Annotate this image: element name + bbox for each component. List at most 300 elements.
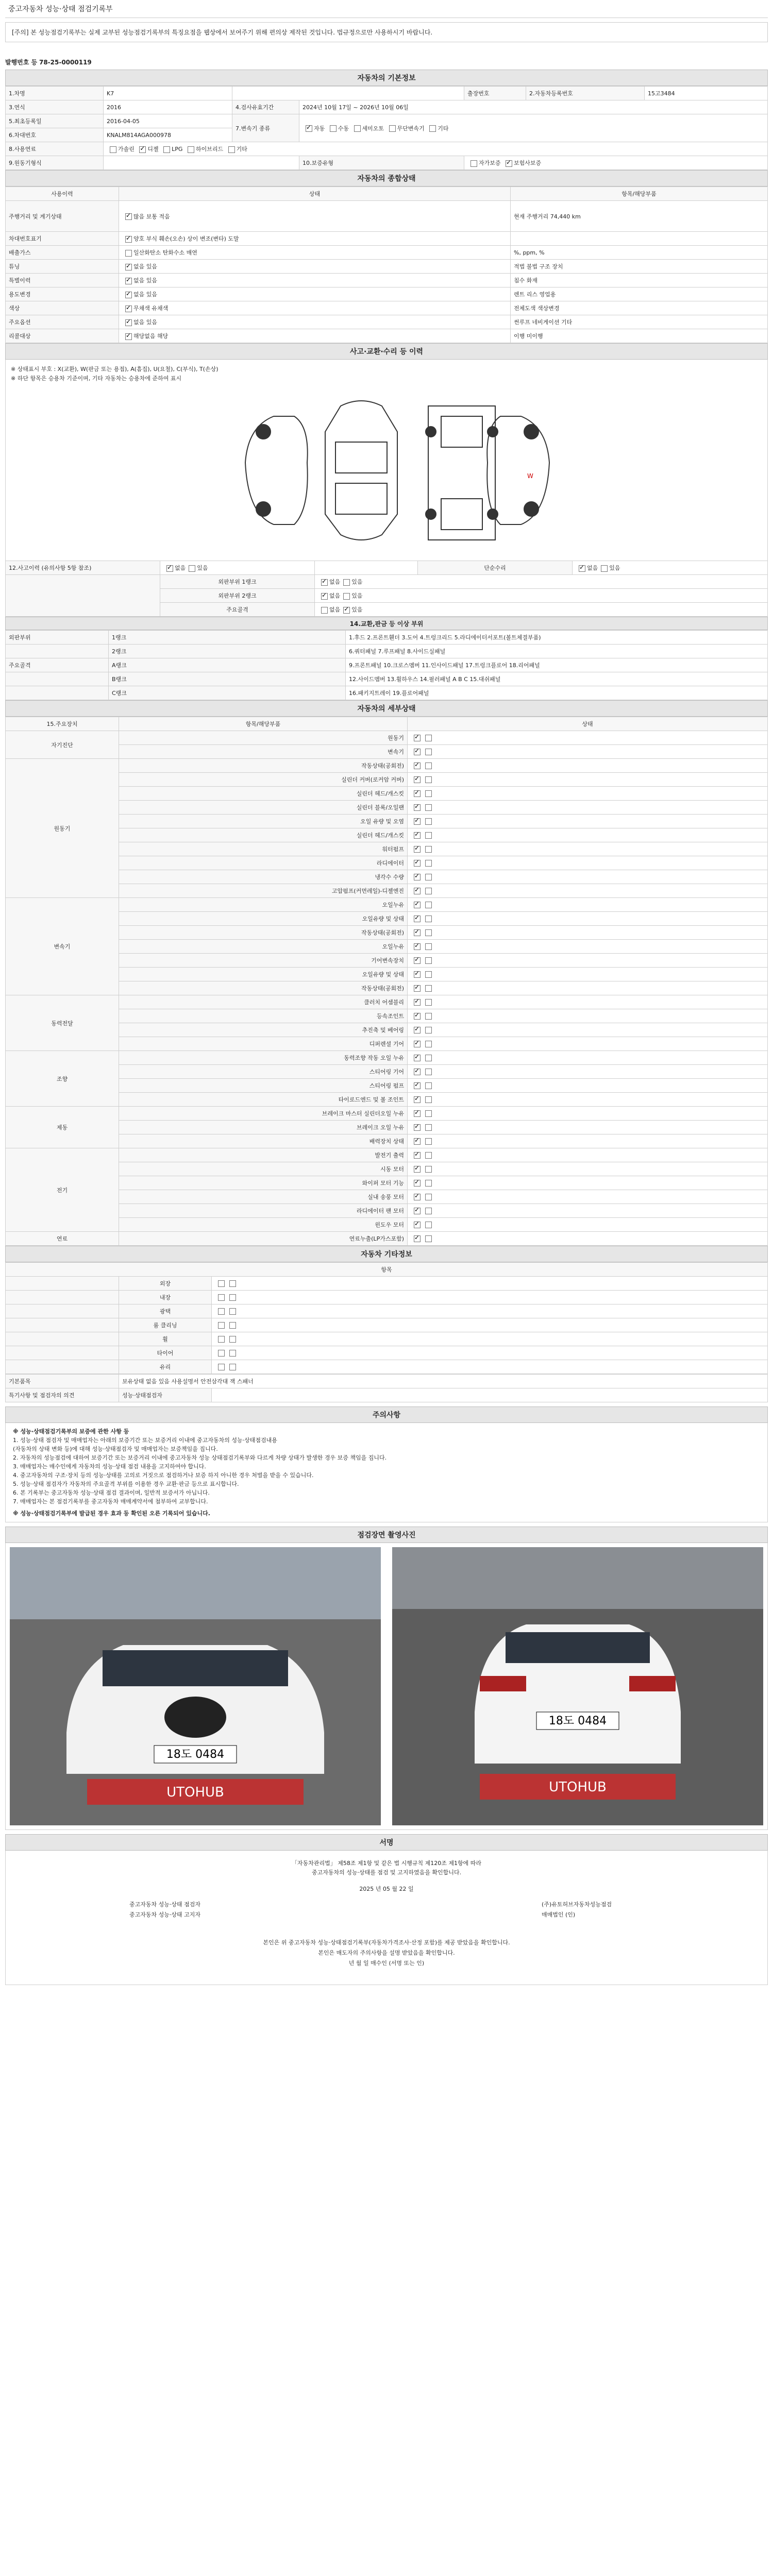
general-item: 렌트 리스 영업용 <box>511 287 768 301</box>
general-label: 차대번호표기 <box>6 232 119 246</box>
checkbox[interactable] <box>414 957 421 964</box>
accident-options: ✓ 없음 있음 <box>160 561 315 575</box>
panel-group <box>6 672 109 686</box>
checkbox[interactable] <box>425 1096 432 1103</box>
checkbox[interactable] <box>414 762 421 769</box>
detail-item-label: 등속조인트 <box>119 1009 408 1023</box>
panel-rank: B랭크 <box>109 672 346 686</box>
basic-label: 8.사용연료 <box>6 142 104 156</box>
detail-item-label: 실린더 블록/오일팬 <box>119 801 408 815</box>
rear-brand-text: UTOHUB <box>549 1780 607 1795</box>
checkbox[interactable] <box>414 818 421 825</box>
checkbox[interactable] <box>425 1235 432 1242</box>
etc-group <box>6 1332 119 1346</box>
detail-item-state <box>408 1134 768 1148</box>
detail-item-label: 윈도우 모터 <box>119 1218 408 1232</box>
sign-checker: 중고자동차 성능·상태 점검자 <box>129 1901 201 1908</box>
car-outline-diagram <box>6 360 768 561</box>
fuel-options: 가솔린 ✓ 디젤 LPG 하이브리드 기타 <box>104 142 768 156</box>
checkbox[interactable] <box>414 1027 421 1033</box>
checkbox[interactable] <box>414 1110 421 1117</box>
notice-box: [주의] 본 성능점검기록부는 실제 교부된 성능점검기록부의 특징요점을 웹상에서 보여주기 위해 편의상 제작된 것입니다. 법규정으로만 사용하시기 바랍니다. <box>5 22 768 42</box>
checkbox[interactable] <box>218 1364 225 1370</box>
detail-item-label: 와이퍼 모터 기능 <box>119 1176 408 1190</box>
checkbox[interactable] <box>330 125 337 132</box>
checkbox[interactable] <box>425 749 432 755</box>
general-col: 사용이력 <box>6 187 119 201</box>
detail-item-state <box>408 787 768 801</box>
detail-item-state <box>408 1051 768 1065</box>
simple-repair-options: ✓ 없음 있음 <box>573 561 768 575</box>
basic-label: 출장번호 <box>464 87 526 100</box>
checkbox[interactable] <box>414 1166 421 1173</box>
doc-number-value: 78-25-0000119 <box>39 59 92 66</box>
checkbox[interactable] <box>425 1180 432 1187</box>
general-state: ✓ 없음 있음 <box>119 287 511 301</box>
panel-group <box>6 686 109 700</box>
detail-item-state <box>408 815 768 828</box>
etc-group <box>6 1304 119 1318</box>
detail-item-label: 작동상태(공회전) <box>119 981 408 995</box>
checkbox[interactable] <box>425 818 432 825</box>
checkbox[interactable] <box>414 1041 421 1047</box>
checkbox[interactable] <box>425 874 432 880</box>
basic-value: 15고3484 <box>645 87 768 100</box>
checkbox[interactable] <box>218 1308 225 1315</box>
checkbox[interactable] <box>218 1336 225 1343</box>
rear-photo <box>392 1547 763 1825</box>
detail-item-state <box>408 828 768 842</box>
detail-item-state <box>408 1023 768 1037</box>
etc-item-label: 광택 <box>119 1304 212 1318</box>
checkbox[interactable] <box>414 860 421 867</box>
detail-item-label: 오일누유 <box>119 940 408 954</box>
doc-number-label: 발행번호 등 <box>5 59 38 66</box>
detail-item-state <box>408 731 768 745</box>
main-frame-options: 없음✓ 있음 <box>315 603 768 617</box>
detail-item-label: 변속기 <box>119 745 408 759</box>
detail-item-state <box>408 773 768 787</box>
detail-item-state <box>408 842 768 856</box>
general-col: 항목/해당부품 <box>511 187 768 201</box>
checkbox[interactable] <box>218 1322 225 1329</box>
detail-item-state <box>408 995 768 1009</box>
etc-group <box>6 1291 119 1304</box>
checkbox[interactable] <box>414 1194 421 1200</box>
main-frame-label: 주요골격 <box>160 603 315 617</box>
checkbox[interactable] <box>470 160 477 167</box>
checkbox[interactable] <box>414 1055 421 1061</box>
photo-row <box>5 1543 768 1830</box>
panels-head: 14.교환,판금 등 이상 부위 <box>5 617 768 630</box>
accident-table <box>5 561 768 617</box>
rear-plate-text: 18도 0484 <box>548 1715 607 1727</box>
detail-item-label: 실린더 헤드/개스킷 <box>119 828 408 842</box>
checkbox[interactable] <box>414 749 421 755</box>
checkbox[interactable] <box>429 125 436 132</box>
detail-group-label: 조향 <box>6 1051 119 1107</box>
front-photo <box>10 1547 381 1825</box>
sign-head: 서명 <box>5 1834 768 1851</box>
checkbox[interactable] <box>414 929 421 936</box>
checkbox[interactable] <box>425 999 432 1006</box>
checkbox[interactable] <box>218 1294 225 1301</box>
detail-item-state <box>408 1204 768 1218</box>
basic-value: K7 <box>104 87 232 100</box>
detail-item-state <box>408 926 768 940</box>
detail-item-label: 배력장치 상태 <box>119 1134 408 1148</box>
basic-value: 2024년 10월 17일 ~ 2026년 10월 06일 <box>299 100 768 114</box>
panel-rank: 2랭크 <box>109 645 346 658</box>
checkbox[interactable] <box>414 1235 421 1242</box>
panel-group: 주요골격 <box>6 658 109 672</box>
general-state: ✓ 무채색 유채색 <box>119 301 511 315</box>
basic-value: 2016-04-05 <box>104 114 232 128</box>
detail-item-state <box>408 745 768 759</box>
detail-state-table <box>5 717 768 1246</box>
checkbox[interactable] <box>414 1138 421 1145</box>
checkbox[interactable] <box>414 1180 421 1187</box>
checkbox[interactable] <box>414 804 421 811</box>
detail-item-label: 발전기 출력 <box>119 1148 408 1162</box>
checkbox[interactable] <box>425 846 432 853</box>
etc-group <box>6 1318 119 1332</box>
sign-buyer-date: 년 월 일 매수인 (서명 또는 인) <box>348 1960 425 1967</box>
etc-table <box>5 1262 768 1374</box>
detail-item-state <box>408 1107 768 1121</box>
checkbox[interactable] <box>389 125 396 132</box>
checkbox[interactable] <box>414 735 421 741</box>
checkbox[interactable] <box>425 1124 432 1131</box>
detail-item-state <box>408 1148 768 1162</box>
checkbox[interactable] <box>229 1364 236 1370</box>
etc-item-label: 내장 <box>119 1291 212 1304</box>
checkbox[interactable] <box>425 1027 432 1033</box>
detail-item-label: 오일 유량 및 오염 <box>119 815 408 828</box>
detail-item-state <box>408 1162 768 1176</box>
checkbox[interactable] <box>425 902 432 908</box>
checkbox[interactable] <box>414 943 421 950</box>
detail-item-label: 스티어링 펌프 <box>119 1079 408 1093</box>
etc-col: 항목 <box>6 1263 768 1277</box>
checkbox[interactable] <box>425 1082 432 1089</box>
checkbox[interactable] <box>425 790 432 797</box>
basic-label: 7.변속기 종류 <box>232 114 299 142</box>
outer-rank1-label: 외판부위 1랭크 <box>160 575 315 589</box>
checkbox[interactable] <box>414 971 421 978</box>
checkbox[interactable] <box>218 1350 225 1357</box>
detail-item-label: 작동상태(공회전) <box>119 759 408 773</box>
checkbox[interactable] <box>414 1124 421 1131</box>
sign-checker-name: (주)유토허브자동차성능점검 <box>542 1901 612 1908</box>
checkbox[interactable] <box>414 888 421 894</box>
checkbox[interactable] <box>229 1336 236 1343</box>
detail-item-label: 실린더 커버(로커암 커버) <box>119 773 408 787</box>
general-state-table <box>5 187 768 343</box>
checkbox[interactable] <box>188 146 194 153</box>
detail-item-label: 시동 모터 <box>119 1162 408 1176</box>
detail-col: 항목/해당부품 <box>119 717 408 731</box>
detail-item-label: 클러치 어셈블리 <box>119 995 408 1009</box>
checkbox[interactable] <box>425 1041 432 1047</box>
panels-table <box>5 630 768 700</box>
checkbox[interactable] <box>414 1013 421 1020</box>
checkbox[interactable] <box>425 888 432 894</box>
checkbox[interactable] <box>414 1208 421 1214</box>
checkbox[interactable] <box>414 1222 421 1228</box>
checkbox[interactable] <box>425 1208 432 1214</box>
checkbox[interactable] <box>414 1082 421 1089</box>
detail-item-label: 고압펌프(커먼레일)-디젤엔진 <box>119 884 408 898</box>
checkbox[interactable] <box>425 1110 432 1117</box>
accident-head: 사고·교환·수리 등 이력 <box>5 343 768 360</box>
checkbox[interactable] <box>229 1294 236 1301</box>
photos-head: 점검장면 촬영사진 <box>5 1527 768 1543</box>
checkbox[interactable] <box>425 860 432 867</box>
general-item <box>511 232 768 246</box>
detail-item-label: 디퍼렌셜 기어 <box>119 1037 408 1051</box>
checkbox[interactable] <box>425 832 432 839</box>
panel-group: 외판부위 <box>6 631 109 645</box>
checkbox[interactable] <box>425 1013 432 1020</box>
etc-item-state <box>212 1304 768 1318</box>
checkbox[interactable] <box>414 1069 421 1075</box>
detail-col: 15.주요장치 <box>6 717 119 731</box>
general-state: ✓ 양호 부식 훼손(오손) 상이 변조(변타) 도말 <box>119 232 511 246</box>
detail-item-label: 라디에이터 팬 모터 <box>119 1204 408 1218</box>
checkbox[interactable] <box>229 1322 236 1329</box>
front-plate-text: 18도 0484 <box>166 1748 225 1761</box>
detail-group-label: 제동 <box>6 1107 119 1148</box>
etc-group <box>6 1277 119 1291</box>
detail-item-label: 스티어링 기어 <box>119 1065 408 1079</box>
car-diagram <box>5 360 768 561</box>
detail-item-state <box>408 954 768 968</box>
checkbox[interactable] <box>425 1222 432 1228</box>
detail-item-state <box>408 884 768 898</box>
checkbox[interactable] <box>425 776 432 783</box>
general-state: ✓ 없음 있음 <box>119 260 511 274</box>
basic-label: 10.보증유형 <box>299 156 464 170</box>
detail-group-label: 원동기 <box>6 759 119 898</box>
general-state: ✓ 많음 보통 적음 <box>119 201 511 232</box>
basic-label: 9.원동기형식 <box>6 156 104 170</box>
sign-buyer2: 본인은 매도자의 주의사항을 설명 받았음을 확인합니다. <box>318 1950 455 1956</box>
checkbox[interactable] <box>414 999 421 1006</box>
checkbox[interactable] <box>506 160 512 167</box>
doc-number <box>5 58 768 66</box>
checkbox[interactable] <box>354 125 361 132</box>
detail-item-label: 연료누출(LP가스포함) <box>119 1232 408 1246</box>
caution-head: 주의사항 <box>5 1406 768 1423</box>
detail-item-label: 기어변속장치 <box>119 954 408 968</box>
general-label: 특별이력 <box>6 274 119 287</box>
sign-box <box>5 1851 768 1985</box>
sign-dealer-name: 매매법인 (인) <box>542 1911 576 1918</box>
panel-rank: C랭크 <box>109 686 346 700</box>
checkbox[interactable] <box>414 874 421 880</box>
basic-info-head: 자동차의 기본정보 <box>5 70 768 86</box>
general-state: ✓ 없음 있음 <box>119 274 511 287</box>
basic-info-table <box>5 86 768 170</box>
checkbox[interactable] <box>228 146 235 153</box>
detail-item-state <box>408 898 768 912</box>
checkbox[interactable] <box>425 1138 432 1145</box>
detail-item-label: 오일유량 및 상태 <box>119 912 408 926</box>
detail-item-state <box>408 912 768 926</box>
etc-item-state <box>212 1318 768 1332</box>
checkbox[interactable] <box>414 1152 421 1159</box>
basic-label: 4.검사유효기간 <box>232 100 299 114</box>
etc-item-state <box>212 1360 768 1374</box>
sign-dealer: 중고자동차 성능·상태 고지자 <box>129 1911 201 1918</box>
svg-text:W: W <box>527 472 533 480</box>
checkbox[interactable] <box>425 957 432 964</box>
checkbox[interactable] <box>414 916 421 922</box>
general-item: 현재 주행거리 74,440 km <box>511 201 768 232</box>
checkbox[interactable] <box>425 1069 432 1075</box>
detail-group-label: 자기진단 <box>6 731 119 759</box>
panel-items: 12.사이드멤버 13.휠하우스 14.필러패널 A B C 15.대쉬패널 <box>346 672 768 686</box>
general-label: 주행거리 및 계기상태 <box>6 201 119 232</box>
general-label: 배출가스 <box>6 246 119 260</box>
etc-item-label: 유리 <box>119 1360 212 1374</box>
general-label: 튜닝 <box>6 260 119 274</box>
caution-line: 3. 매매업자는 매수인에게 자동차의 성능·상태 점검 내용을 고지하여야 합니다. <box>13 1463 206 1470</box>
checkbox[interactable] <box>229 1350 236 1357</box>
detail-item-state <box>408 968 768 981</box>
detail-item-label: 브레이크 오일 누유 <box>119 1121 408 1134</box>
checkbox[interactable] <box>425 1166 432 1173</box>
etc-item-state <box>212 1346 768 1360</box>
checkbox[interactable] <box>425 804 432 811</box>
general-item: 적법 불법 구조 장치 <box>511 260 768 274</box>
detail-item-state <box>408 940 768 954</box>
checkbox[interactable] <box>414 846 421 853</box>
checkbox[interactable] <box>139 146 146 153</box>
detail-item-label: 오일누유 <box>119 898 408 912</box>
checkbox[interactable] <box>163 146 170 153</box>
caution-line: (자동차의 상태 변화 등)에 대해 성능·상태점검자 및 매매업자는 보증책임을 집니다. <box>13 1446 218 1452</box>
checkbox[interactable] <box>306 125 312 132</box>
basic-value: KNALM814AGA000978 <box>104 128 232 142</box>
checkbox[interactable] <box>425 762 432 769</box>
general-label: 색상 <box>6 301 119 315</box>
general-state: 일산화탄소 탄화수소 매연 <box>119 246 511 260</box>
detail-item-state <box>408 1009 768 1023</box>
detail-item-label: 실린더 헤드/개스킷 <box>119 787 408 801</box>
panel-items: 16.패키지트레이 19.플로어패널 <box>346 686 768 700</box>
checkbox[interactable] <box>229 1308 236 1315</box>
checkbox[interactable] <box>425 985 432 992</box>
basic-value: 2016 <box>104 100 232 114</box>
detail-item-label: 브레이크 마스터 실린더오일 누유 <box>119 1107 408 1121</box>
checkbox[interactable] <box>425 916 432 922</box>
page <box>5 0 768 1985</box>
checkbox[interactable] <box>414 902 421 908</box>
general-item: 썬루프 네비게이션 기타 <box>511 315 768 329</box>
checkbox[interactable] <box>425 1152 432 1159</box>
diagram-legend: ※ 상태표시 부호 : X(교환), W(판금 또는 용접), A(흠집), U(요철), C(부식), T(손상) ※ 하단 항목은 승용차 기준이며, 기타 자동차는 승용차에 준하여 표시 <box>11 366 219 382</box>
detail-item-label: 오일유량 및 상태 <box>119 968 408 981</box>
sign-buyer: 본인은 위 중고자동차 성능·상태점검기록부(자동차가격조사·산정 포함)를 제공 받았음을 확인합니다. <box>263 1939 510 1946</box>
checkbox[interactable] <box>414 1096 421 1103</box>
tools-label: 기본품목 <box>6 1375 119 1388</box>
general-state: ✓ 없음 있음 <box>119 315 511 329</box>
detail-item-state <box>408 856 768 870</box>
detail-group-label: 전기 <box>6 1148 119 1232</box>
checkbox[interactable] <box>414 985 421 992</box>
panel-group <box>6 645 109 658</box>
front-brand-text: UTOHUB <box>166 1785 224 1800</box>
accident-sub-label <box>6 575 160 617</box>
checkbox[interactable] <box>110 146 116 153</box>
transmission-options: ✓ 자동 수동 세미오토 무단변속기 기타 <box>299 114 768 142</box>
sign-line1: 「자동차관리법」 제58조 제1항 및 같은 법 시행규칙 제120조 제1항에 따라 <box>291 1860 482 1867</box>
detail-item-label: 실내 송풍 모터 <box>119 1190 408 1204</box>
general-label: 용도변경 <box>6 287 119 301</box>
caution-line: 5. 성능·상태 점검자가 자동차의 주요골격 부위를 이용한 경우 교환·판금 등으로 표시합니다. <box>13 1481 239 1487</box>
detail-group-label: 연료 <box>6 1232 119 1246</box>
rear-car-image <box>392 1547 763 1825</box>
detail-item-state <box>408 981 768 995</box>
caution-line: 1. 성능·상태 점검자 및 매매업자는 아래의 보증기간 또는 보증거리 이내에 중고자동차의 성능·상태점검내용 <box>13 1437 277 1444</box>
panel-rank: A랭크 <box>109 658 346 672</box>
checkbox[interactable] <box>425 943 432 950</box>
checkbox[interactable] <box>229 1280 236 1287</box>
etc-group <box>6 1346 119 1360</box>
checkbox[interactable] <box>425 971 432 978</box>
detail-col: 상태 <box>408 717 768 731</box>
etc-item-state <box>212 1277 768 1291</box>
outer-rank2-options: ✓ 없음 있음 <box>315 589 768 603</box>
checkbox[interactable] <box>425 1194 432 1200</box>
detail-item-label: 타이로드엔드 및 볼 조인트 <box>119 1093 408 1107</box>
caution-line: 6. 본 기록부는 중고자동차 성능·상태 점검 결과이며, 일반적 보증서가 아닙니다. <box>13 1489 210 1496</box>
general-item: %, ppm, % <box>511 246 768 260</box>
caution-box <box>5 1423 768 1522</box>
general-state: ✓ 해당없음 해당 <box>119 329 511 343</box>
accident-label: 12.사고이력 (유의사항 5항 참조) <box>6 561 160 575</box>
outer-rank2-label: 외판부위 2랭크 <box>160 589 315 603</box>
opinion-label: 특기사항 및 점검자의 의견 <box>6 1388 119 1402</box>
checkbox[interactable] <box>414 790 421 797</box>
checkbox[interactable] <box>414 832 421 839</box>
general-item: 침수 화재 <box>511 274 768 287</box>
detail-item-state <box>408 759 768 773</box>
checkbox[interactable] <box>414 776 421 783</box>
general-item: 전체도색 색상변경 <box>511 301 768 315</box>
checkbox[interactable] <box>425 735 432 741</box>
detail-item-state <box>408 870 768 884</box>
detail-item-label: 원동기 <box>119 731 408 745</box>
etc-item-state <box>212 1332 768 1346</box>
panel-items: 1.후드 2.프론트휀더 3.도어 4.트렁크리드 5.라디에이터서포트(볼트체결부품) <box>346 631 768 645</box>
detail-item-state <box>408 1176 768 1190</box>
checkbox[interactable] <box>425 1055 432 1061</box>
general-label: 리콜대상 <box>6 329 119 343</box>
detail-item-label: 라디에이터 <box>119 856 408 870</box>
etc-head: 자동차 기타정보 <box>5 1246 768 1262</box>
checkbox[interactable] <box>218 1280 225 1287</box>
etc-item-state <box>212 1291 768 1304</box>
simple-repair-label: 단순수리 <box>418 561 573 575</box>
detail-item-state <box>408 1190 768 1204</box>
warranty-options: 자가보증 ✓ 보험사보증 <box>464 156 768 170</box>
checkbox[interactable] <box>425 929 432 936</box>
general-state-head: 자동차의 종합상태 <box>5 170 768 187</box>
detail-item-label: 동력조향 작동 오일 누유 <box>119 1051 408 1065</box>
